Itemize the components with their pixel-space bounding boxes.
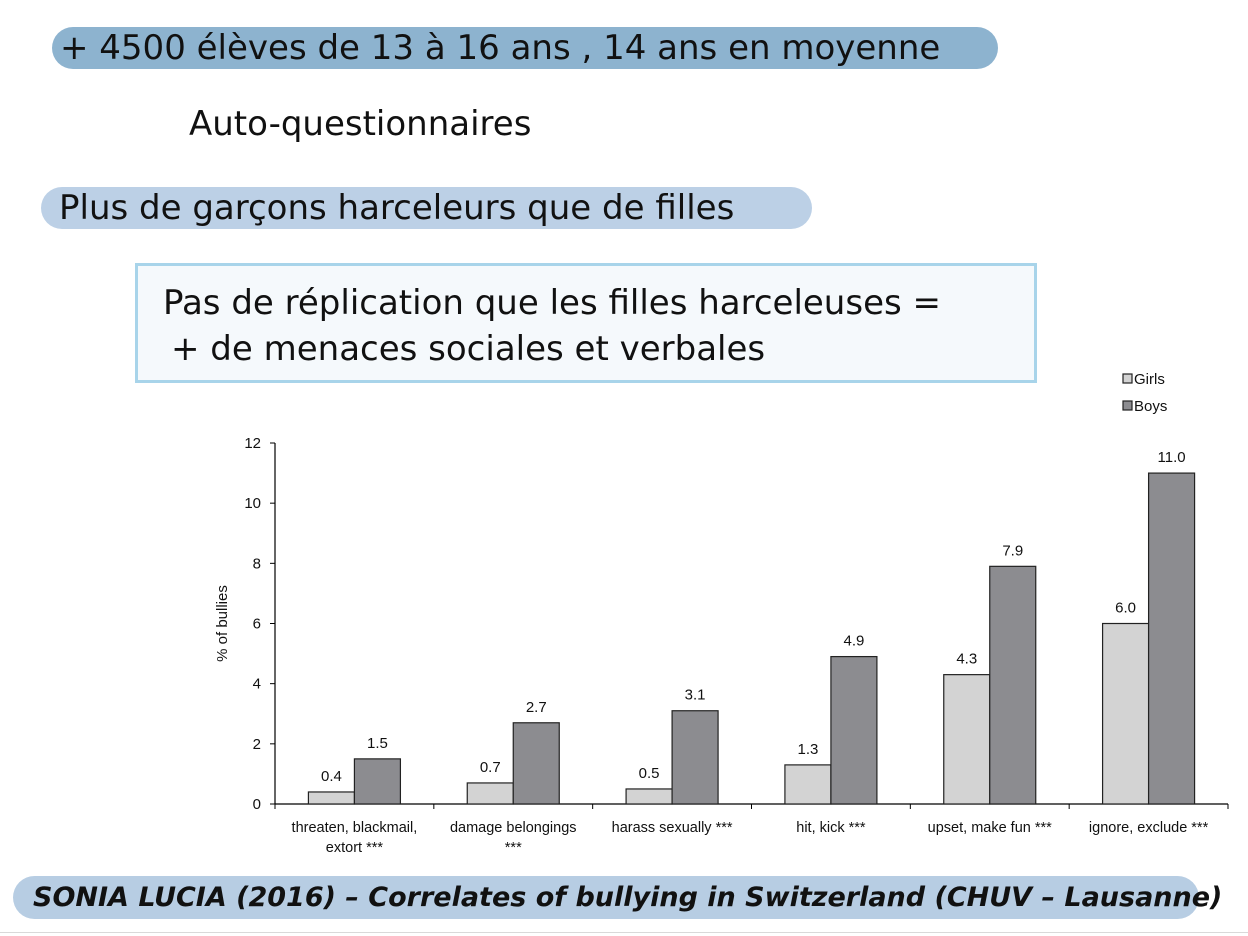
data-label-girls: 0.7 — [479, 758, 501, 776]
citation-text: SONIA LUCIA (2016) – Correlates of bullying in Switzerland (CHUV – Lausanne) — [33, 882, 1223, 913]
x-category-label: *** — [504, 840, 522, 856]
header-line-boys-bullies-text: Plus de garçons harceleurs que de filles — [59, 188, 735, 228]
bar-girls — [308, 792, 354, 804]
legend-label-girls: Girls — [1134, 371, 1165, 388]
bar-girls — [1103, 624, 1149, 805]
bar-girls — [626, 789, 672, 804]
data-label-girls: 6.0 — [1115, 599, 1137, 617]
y-axis-label: % of bullies — [214, 585, 231, 662]
x-category-label: harass sexually *** — [611, 820, 733, 836]
data-label-boys: 4.9 — [843, 632, 865, 650]
callout-line-1: Pas de réplication que les filles harceleuses = — [163, 283, 941, 323]
y-tick-label: 0 — [252, 796, 261, 813]
data-label-girls: 0.5 — [638, 764, 660, 782]
x-category-label: threaten, blackmail, — [291, 820, 418, 836]
bullying-bar-chart — [200, 362, 1240, 862]
y-tick-label: 12 — [244, 435, 261, 452]
bar-boys — [831, 657, 877, 804]
bar-boys — [1149, 473, 1195, 804]
data-label-boys: 7.9 — [1002, 542, 1024, 560]
bar-boys — [990, 566, 1036, 804]
legend-swatch-boys — [1123, 401, 1132, 410]
header-line-students — [52, 27, 998, 69]
callout-line-2: + de menaces sociales et verbales — [171, 329, 766, 369]
bar-girls — [944, 675, 990, 804]
y-tick-label: 6 — [252, 615, 261, 633]
bar-boys — [513, 723, 559, 804]
bar-girls — [785, 765, 831, 804]
y-tick-label: 2 — [252, 735, 261, 753]
y-tick-label: 8 — [252, 555, 261, 573]
data-label-boys: 11.0 — [1157, 449, 1186, 467]
citation-banner — [13, 876, 1223, 919]
header-line-students-text: + 4500 élèves de 13 à 16 ans , 14 ans en moyenne — [60, 28, 941, 68]
bottom-divider — [0, 932, 1248, 933]
x-category-label: damage belongings — [449, 820, 577, 836]
data-label-girls: 1.3 — [797, 740, 819, 758]
bar-girls — [467, 783, 513, 804]
x-category-label: hit, kick *** — [796, 820, 866, 836]
legend-swatch-girls — [1123, 374, 1132, 383]
x-category-label: ignore, exclude *** — [1088, 820, 1209, 836]
data-label-girls: 0.4 — [320, 767, 342, 785]
header-line-boys-bullies — [41, 187, 812, 229]
y-tick-label: 4 — [252, 675, 261, 693]
bar-boys — [672, 711, 718, 804]
x-category-label: upset, make fun *** — [927, 820, 1052, 836]
legend-label-boys: Boys — [1134, 398, 1168, 415]
data-label-girls: 4.3 — [956, 650, 978, 668]
data-label-boys: 1.5 — [366, 734, 388, 752]
data-label-boys: 3.1 — [684, 686, 706, 704]
bar-boys — [354, 759, 400, 804]
x-category-label: extort *** — [325, 840, 384, 856]
subtitle-self-questionnaires: Auto-questionnaires — [189, 104, 532, 144]
data-label-boys: 2.7 — [525, 698, 547, 716]
y-tick-label: 10 — [244, 495, 261, 513]
